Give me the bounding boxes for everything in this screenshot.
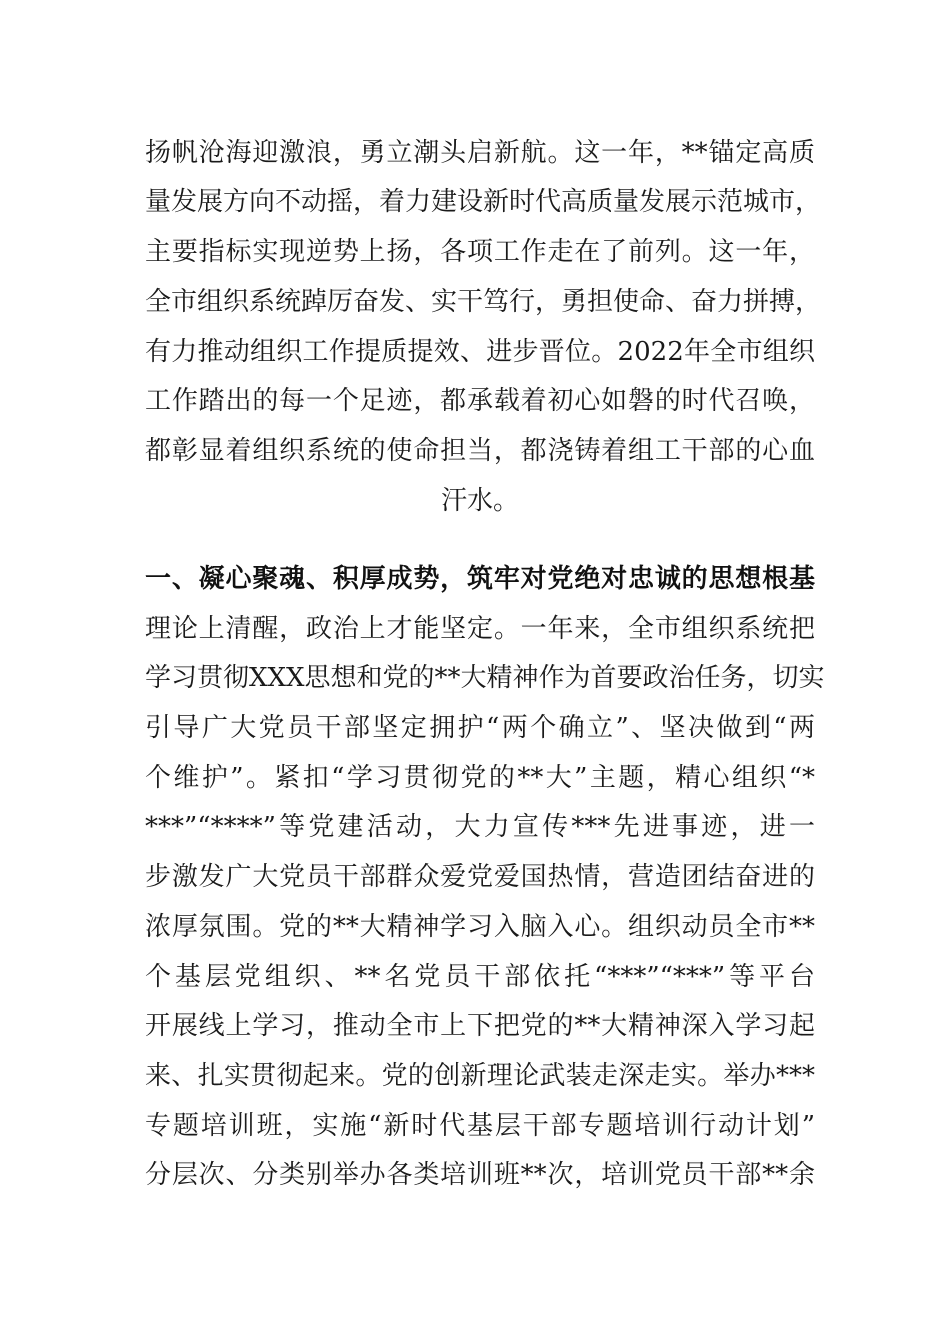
paragraph-line: ***”“****”等党建活动，大力宣传***先进事迹，进一 bbox=[145, 812, 815, 842]
section-heading: 一、凝心聚魂、积厚成势，筑牢对党绝对忠诚的思想根基 bbox=[145, 564, 815, 594]
intro-line: 扬帆沧海迎激浪，勇立潮头启新航。这一年，**锚定高质 bbox=[145, 138, 815, 168]
paragraph-line: 分层次、分类别举办各类培训班**次，培训党员干部**余 bbox=[145, 1160, 815, 1190]
paragraph-line: 浓厚氛围。党的**大精神学习入脑入心。组织动员全市** bbox=[145, 912, 815, 942]
paragraph-line: 学习贯彻XXX思想和党的**大精神作为首要政治任务，切实 bbox=[145, 663, 825, 693]
paragraph-line: 个维护”。紧扣“学习贯彻党的**大”主题，精心组织“* bbox=[145, 763, 815, 793]
intro-line: 工作踏出的每一个足迹，都承载着初心如磐的时代召唤， bbox=[145, 386, 815, 416]
intro-line: 都彰显着组织系统的使命担当，都浇铸着组工干部的心血 bbox=[145, 436, 815, 466]
intro-line: 主要指标实现逆势上扬，各项工作走在了前列。这一年， bbox=[145, 237, 815, 267]
paragraph-line: 专题培训班，实施“新时代基层干部专题培训行动计划” bbox=[145, 1111, 815, 1141]
paragraph-line: 步激发广大党员干部群众爱党爱国热情，营造团结奋进的 bbox=[145, 862, 815, 892]
paragraph-line: 个基层党组织、**名党员干部依托“***”“***”等平台 bbox=[145, 962, 815, 992]
intro-line: 汗水。 bbox=[440, 486, 519, 516]
intro-line: 有力推动组织工作提质提效、进步晋位。2022年全市组织 bbox=[145, 337, 815, 367]
intro-line: 全市组织系统踔厉奋发、实干笃行，勇担使命、奋力拼搏， bbox=[145, 287, 822, 317]
paragraph-line: 引导广大党员干部坚定拥护“两个确立”、坚决做到“两 bbox=[145, 713, 815, 743]
paragraph-line: 理论上清醒，政治上才能坚定。一年来，全市组织系统把 bbox=[145, 614, 815, 644]
paragraph-line: 来、扎实贯彻起来。党的创新理论武装走深走实。举办*** bbox=[145, 1061, 815, 1091]
intro-line: 量发展方向不动摇，着力建设新时代高质量发展示范城市， bbox=[145, 187, 822, 217]
paragraph-line: 开展线上学习，推动全市上下把党的**大精神深入学习起 bbox=[145, 1011, 815, 1041]
